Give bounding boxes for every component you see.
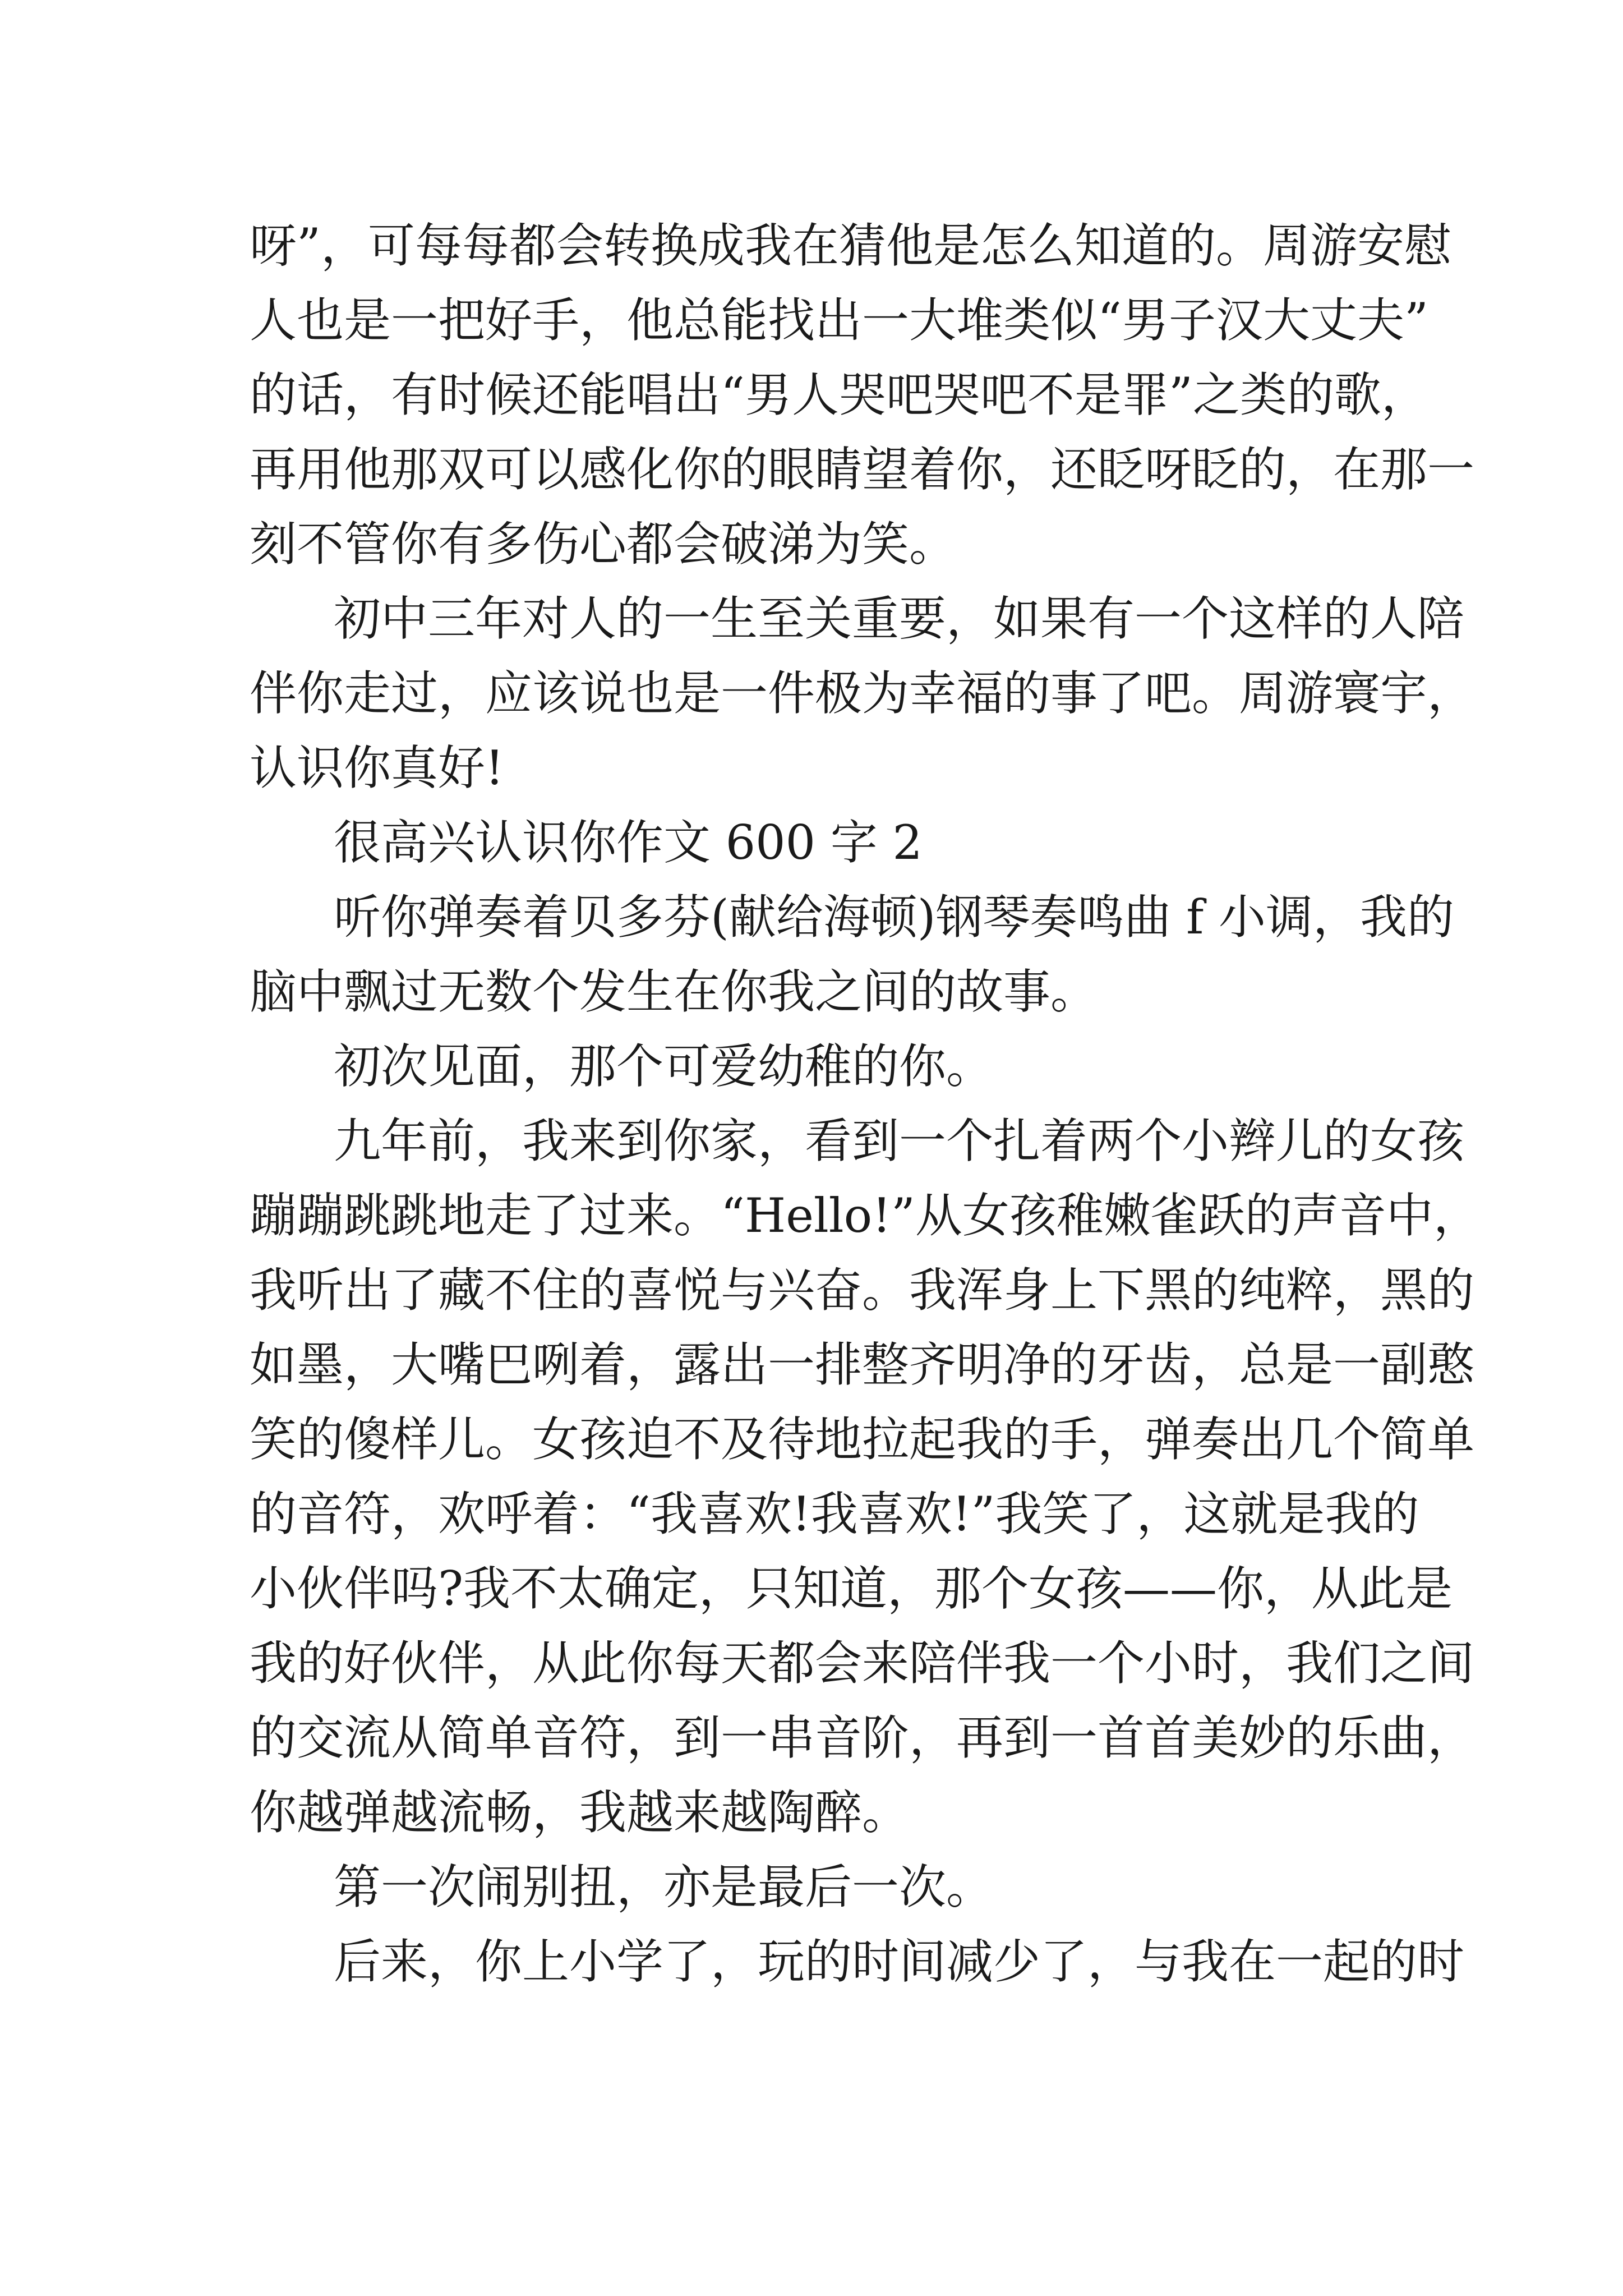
text-line-23: 第一次闹别扭，亦是最后一次。 (334, 1860, 994, 1915)
text-line-2: 人也是一把好手，他总能找出一大堆类似“男子汉大丈夫” (250, 293, 1428, 348)
text-line-6: 初中三年对人的一生至关重要，如果有一个这样的人陪 (334, 591, 1465, 646)
text-line-16: 如墨，大嘴巴咧着，露出一排整齐明净的牙齿，总是一副憨 (250, 1337, 1475, 1392)
text-line-24: 后来，你上小学了，玩的时间减少了，与我在一起的时 (334, 1934, 1465, 1989)
text-line-14: 蹦蹦跳跳地走了过来。“Hello!”从女孩稚嫩雀跃的声音中， (250, 1188, 1481, 1243)
text-line-3: 的话，有时候还能唱出“男人哭吧哭吧不是罪”之类的歌， (250, 367, 1428, 422)
text-line-20: 我的好伙伴，从此你每天都会来陪伴我一个小时，我们之间 (250, 1636, 1475, 1691)
text-line-8: 认识你真好! (250, 740, 504, 795)
text-line-10: 听你弹奏着贝多芬(献给海顿)钢琴奏鸣曲 f 小调，我的 (334, 890, 1455, 945)
text-line-19: 小伙伴吗?我不太确定，只知道，那个女孩——你，从此是 (250, 1561, 1453, 1616)
text-line-11: 脑中飘过无数个发生在你我之间的故事。 (250, 964, 1098, 1019)
text-line-4: 再用他那双可以感化你的眼睛望着你，还眨呀眨的，在那一 (250, 442, 1475, 497)
text-line-1: 呀”，可每每都会转换成我在猜他是怎么知道的。周游安慰 (250, 218, 1451, 273)
text-line-12: 初次见面，那个可爱幼稚的你。 (334, 1039, 994, 1094)
text-line-5: 刻不管你有多伤心都会破涕为笑。 (250, 517, 957, 572)
text-line-15: 我听出了藏不住的喜悦与兴奋。我浑身上下黑的纯粹，黑的 (250, 1263, 1475, 1318)
text-line-13: 九年前，我来到你家，看到一个扎着两个小辫儿的女孩 (334, 1114, 1465, 1168)
essay-body (250, 209, 1481, 1999)
text-line-17: 笑的傻样儿。女孩迫不及待地拉起我的手，弹奏出几个简单 (250, 1412, 1475, 1467)
text-line-22: 你越弹越流畅，我越来越陶醉。 (250, 1785, 910, 1840)
text-line-21: 的交流从简单音符，到一串音阶，再到一首首美妙的乐曲， (250, 1710, 1475, 1765)
section-heading: 很高兴认识你作文 600 字 2 (334, 815, 923, 870)
text-line-18: 的音符，欢呼着：“我喜欢!我喜欢!”我笑了，这就是我的 (250, 1487, 1419, 1542)
text-line-7: 伴你走过，应该说也是一件极为幸福的事了吧。周游寰宇， (250, 666, 1475, 721)
